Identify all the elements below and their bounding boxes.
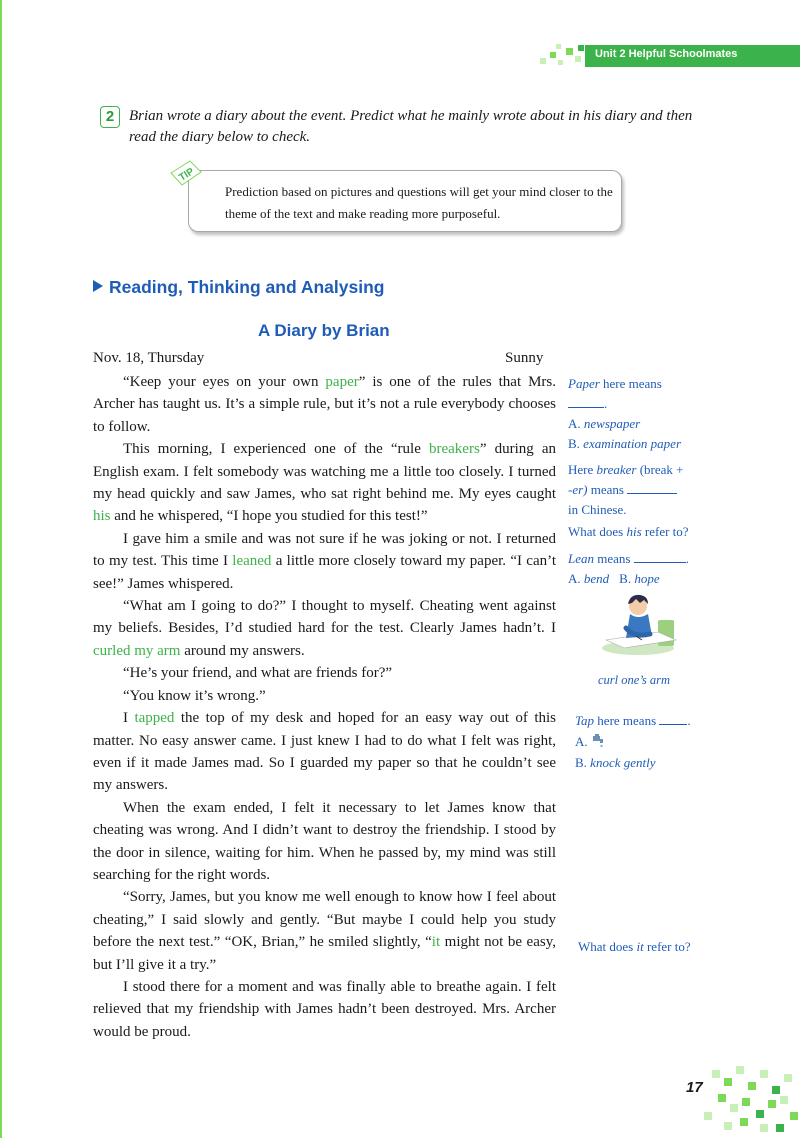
tip-flag-label: TIP [177, 166, 197, 184]
note-breaker-line2: -er) means [568, 480, 677, 500]
note-tap-option-b: B. knock gently [575, 755, 656, 770]
diary-body [93, 371, 556, 1043]
diary-paragraph: I gave him a smile and was not sure if he was joking or not. I returned to my test. This time I leaned a little more closely toward my paper. “I can’t see!” James whispered. [93, 530, 557, 592]
keyword-paper: paper [325, 374, 359, 390]
page-edge-stripe [0, 0, 2, 1138]
task-instruction: Brian wrote a diary about the event. Predict what he mainly wrote about in his diary and then read the diary below to check. [129, 108, 693, 145]
note-tap-option-a: A. [575, 732, 605, 752]
diary-paragraph: This morning, I experienced one of the “rule breakers” during an English exam. I felt somebody was watching me a little too closely. I turned my head quickly and saw James, who sat right behind me. My eyes caught his and he whispered, “I hope you studied for this test!” [93, 441, 556, 525]
diary-date: Nov. 18, Thursday [93, 350, 205, 366]
diary-paragraph: “He’s your friend, and what are friends for?” [123, 665, 393, 682]
diary-title: A Diary by Brian [258, 321, 390, 340]
page-number: 17 [686, 1079, 703, 1096]
task-number-badge: 2 [100, 106, 120, 128]
note-paper-option-a: A. newspaper [568, 416, 641, 431]
diary-weather: Sunny [505, 350, 544, 366]
note-it-question: What does it refer to? [578, 939, 691, 954]
faucet-icon [591, 733, 605, 749]
keyword-his: his [93, 508, 111, 525]
keyword-tapped: tapped [134, 710, 175, 727]
diary-paragraph: “You know it’s wrong.” [123, 687, 266, 704]
diary-paragraph: “What am I going to do?” I thought to myself. Cheating went against my beliefs. Besides, I’d studied hard for the test. Clearly James hadn’t. I curled my arm around my answers. [93, 598, 556, 659]
keyword-leaned: leaned [232, 553, 272, 570]
diary-paragraph: “Keep your eyes on your own paper” is one of the rules that Mrs. Archer has taught us. It’s a simple rule, but it’s not a rule everybody chooses to follow. [93, 374, 556, 435]
diary-paragraph: I tapped the top of my desk and hoped for an easy way out of this matter. No easy answer came. I just knew I had to do what I felt was right, even if it made James mad. So I guarded my paper so that he couldn’t see my answers. [93, 710, 557, 794]
note-his-question: What does his refer to? [568, 524, 689, 539]
note-breaker-question: Here breaker (break + [568, 462, 684, 477]
diary-paragraph: “Sorry, James, but you know me well enough to know how I feel about cheating,” I said slowly and gently. “But maybe I could help you study before the next test.” “OK, Brian,” he smiled slightly, “it might not be easy, but I’ll give it a try.” [93, 889, 556, 973]
note-tap-question: Tap here means . [575, 713, 691, 728]
note-paper-option-b: B. examination paper [568, 436, 682, 451]
unit-label: Unit 2 Helpful Schoolmates [595, 48, 738, 60]
tip-text: Prediction based on pictures and questions will get your mind closer to the theme of the text and make reading more purposeful. [225, 184, 613, 221]
unit-header-band [585, 45, 800, 67]
note-breaker-line3: in Chinese. [568, 502, 627, 517]
tip-box [188, 170, 622, 232]
keyword-it: it [431, 934, 441, 951]
diary-paragraph: I stood there for a moment and was finally able to breathe again. I felt relieved that my friendship with James hadn’t been destroyed. Mrs. Archer would be proud. [93, 978, 556, 1040]
triangle-bullet-icon [93, 280, 103, 292]
section-heading-text: Reading, Thinking and Analysing [109, 277, 385, 297]
keyword-breakers: breakers [429, 441, 480, 458]
tip-flag-icon [170, 160, 206, 188]
curl-arm-illustration [600, 592, 680, 656]
illustration-caption: curl one’s arm [598, 673, 670, 687]
note-lean-options: A. bend B. hope [568, 571, 660, 586]
note-paper-blank: . [568, 394, 607, 414]
note-paper-question: Paper here means [568, 376, 662, 391]
note-lean-question: Lean means . [568, 551, 689, 566]
section-heading [93, 277, 384, 298]
diary-paragraph: When the exam ended, I felt it necessary to let James know that cheating was wrong. And I didn’t want to destroy the friendship. I stood by the door in silence, waiting for him. When he passed by, my mind was still searching for the right words. [93, 799, 556, 883]
keyword-curled-my-arm: curled my arm [93, 642, 181, 659]
